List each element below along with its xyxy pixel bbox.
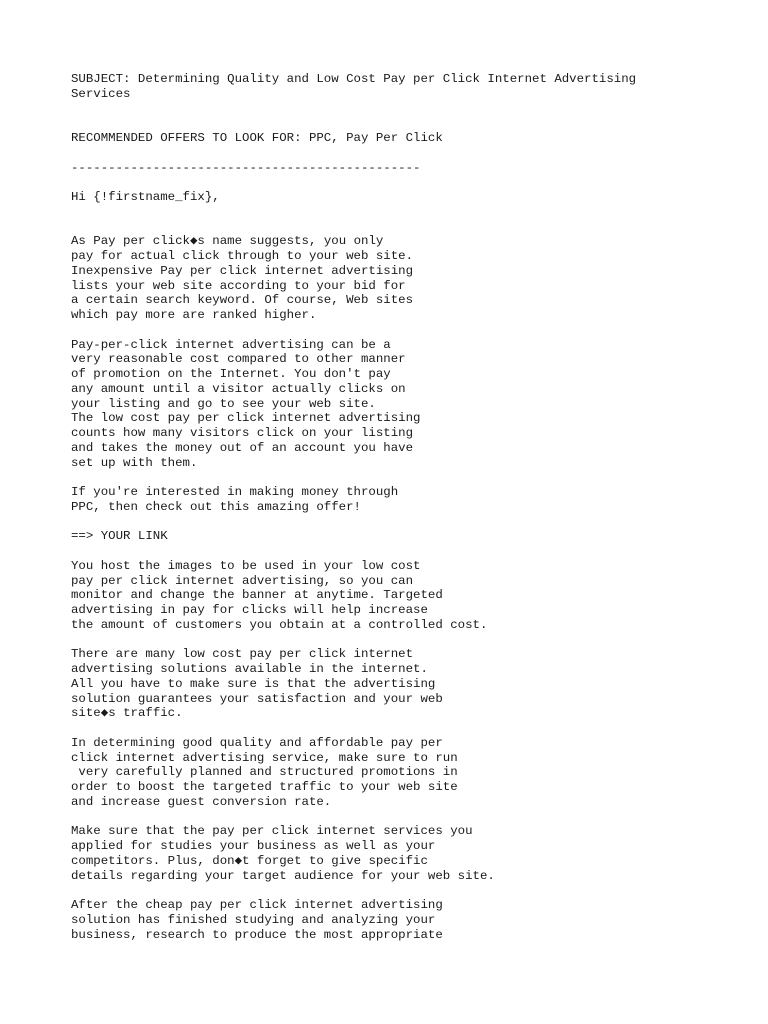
paragraph (71, 559, 711, 633)
message-paragraphs (71, 234, 711, 942)
paragraph (71, 234, 711, 323)
paragraph-line: of promotion on the Internet. You don't pay (71, 367, 391, 381)
document-body (71, 72, 711, 942)
paragraph-line: a certain search keyword. Of course, Web sites (71, 293, 414, 308)
paragraph (71, 485, 711, 515)
paragraph-line: If you're interested in making money through (71, 485, 399, 499)
greeting: Hi {!firstname_fix}, (71, 190, 220, 204)
paragraph-line: very carefully planned and structured promotions in (71, 765, 458, 780)
subject-block (71, 72, 711, 102)
paragraph-line: PPC, then check out this amazing offer! (71, 499, 361, 514)
paragraph-line: advertising in pay for clicks will help increase (71, 603, 428, 617)
paragraph-line: very reasonable cost compared to other manner (71, 352, 406, 367)
paragraph-line: ==> YOUR LINK (71, 529, 168, 544)
paragraph-line: As Pay per click◆s name suggests, you only (71, 234, 384, 249)
paragraph-line: and increase guest conversion rate. (71, 794, 332, 809)
paragraph-line: There are many low cost pay per click internet (71, 647, 414, 662)
paragraph-line: set up with them. (71, 455, 198, 470)
paragraph-line: Pay-per-click internet advertising can be a (71, 337, 391, 352)
paragraph-line: All you have to make sure is that the advertising (71, 676, 436, 691)
paragraph-line: pay per click internet advertising, so you can (71, 573, 414, 588)
paragraph-line: competitors. Plus, don◆t forget to give specific (71, 853, 428, 868)
paragraph-line: site◆s traffic. (71, 706, 183, 721)
paragraph-line: and takes the money out of an account you have (71, 440, 414, 455)
paragraph (71, 824, 711, 883)
paragraph (71, 529, 711, 544)
paragraph-line: applied for studies your business as well as your (71, 839, 436, 853)
paragraph (71, 898, 711, 942)
paragraph-line: advertising solutions available in the internet. (71, 662, 428, 676)
paragraph-line: order to boost the targeted traffic to your web site (71, 780, 458, 794)
recommended-offers: RECOMMENDED OFFERS TO LOOK FOR: PPC, Pay Per Click (71, 131, 443, 145)
paragraph-line: lists your web site according to your bid for (71, 278, 406, 293)
paragraph-line: Inexpensive Pay per click internet advertising (71, 263, 414, 278)
divider: ----------------------------------------------- (71, 160, 421, 175)
paragraph-line: click internet advertising service, make sure to run (71, 750, 458, 765)
paragraph-line: counts how many visitors click on your listing (71, 426, 414, 440)
paragraph-line: solution guarantees your satisfaction and your web (71, 691, 443, 706)
paragraph-line: You host the images to be used in your low cost (71, 558, 421, 573)
paragraph-line: your listing and go to see your web site. (71, 396, 376, 411)
subject-line: SUBJECT: Determining Quality and Low Cost Pay per Click Internet Advertising (71, 72, 637, 86)
paragraph-line: The low cost pay per click internet advertising (71, 411, 421, 426)
paragraph-line: In determining good quality and affordable pay per (71, 735, 443, 750)
paragraph (71, 736, 711, 810)
paragraph (71, 647, 711, 721)
paragraph (71, 338, 711, 471)
paragraph-line: After the cheap pay per click internet advertising (71, 898, 443, 912)
paragraph-line: pay for actual click through to your web site. (71, 249, 414, 263)
paragraph-line: any amount until a visitor actually clicks on (71, 381, 406, 396)
paragraph-line: details regarding your target audience for your web site. (71, 868, 495, 883)
paragraph-line: solution has finished studying and analyzing your (71, 912, 436, 927)
paragraph-line: the amount of customers you obtain at a controlled cost. (71, 617, 488, 632)
subject-line: Services (71, 86, 131, 101)
paragraph-line: Make sure that the pay per click internet services you (71, 824, 473, 839)
paragraph-line: which pay more are ranked higher. (71, 308, 317, 322)
paragraph-line: monitor and change the banner at anytime. Targeted (71, 588, 443, 603)
paragraph-line: business, research to produce the most appropriate (71, 927, 443, 942)
